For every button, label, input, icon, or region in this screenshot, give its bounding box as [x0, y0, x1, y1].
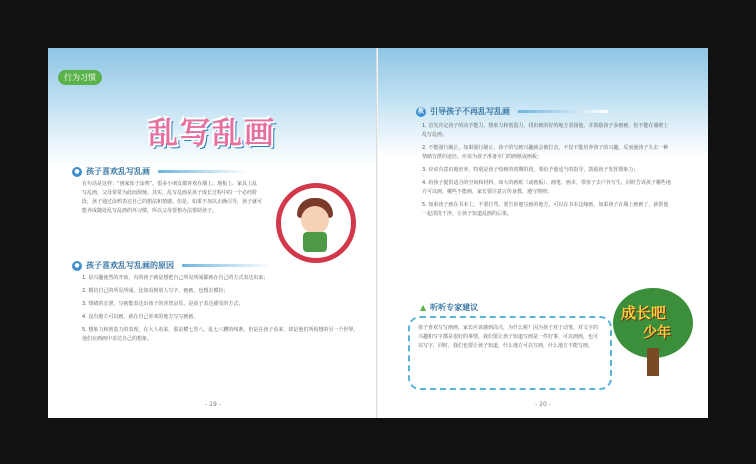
list-item: 1. 首先肯定孩子的动手能力、想象力和创造力，找出画的好的地方表扬他，并鼓励孩子多画画，但不能在墙壁上乱写乱画； [422, 123, 669, 138]
logo-text-line: 少年 [643, 325, 671, 341]
lightbulb-icon: ▲ [420, 303, 427, 312]
growth-tree-logo [613, 288, 693, 378]
reasons-list [82, 274, 362, 348]
left-page [48, 48, 378, 418]
list-item: 5. 想象力和创造力的表现，在大人看来，那是横七竖八、乱七八糟的线条，但是在孩子看来，却是他们所构想的另一个世界，他们在画画中表达自己的想象。 [82, 327, 359, 342]
list-item: 4. 没有地方可以画，就在自己喜欢的地方写写画画。 [82, 314, 199, 320]
section-heading-text: 孩子喜欢乱写乱画的原因 [86, 261, 174, 270]
section-heading-text: 孩子喜欢乱写乱画 [86, 167, 150, 176]
page-number: - 19 - [205, 401, 221, 408]
list-item: 3. 应该有意识地培养，特别是孩子绘画的初期阶段，要给予他适当的指导，鼓励孩子发挥想象力； [422, 167, 639, 173]
advice-heading [420, 302, 478, 313]
list-item: 2. 模仿自己的所见所闻，比如看到别人写字、画画，也想去模仿； [82, 288, 229, 294]
heading-bar [158, 170, 248, 173]
bullet-icon: ● [72, 261, 82, 271]
list-item: 3. 情绪的宣泄，写画能表达出孩子的喜怒哀乐，是孩子表达感受的方式； [82, 301, 244, 307]
list-item: 1. 是兴趣使然的开始，有的孩子就是想把自己所见所闻都画在自己的方式表达出来； [82, 275, 269, 281]
section-heading [72, 166, 248, 177]
section-heading-text: 引导孩子不再乱写乱画 [430, 107, 510, 116]
page-title: 乱写乱画 [148, 116, 276, 151]
advice-box [408, 316, 612, 390]
body-shape [303, 232, 327, 252]
category-tag: 行为习惯 [58, 70, 102, 85]
heading-bar [182, 264, 272, 267]
list-item: 4. 给孩子提供适合的空间和材料，如大的画纸（或画板）、画笔，画本，带孩子去户外写生，同时告诉孩子哪些地方可以画，哪些不能画，家长要注意言传身教，遵守规则； [422, 180, 671, 195]
list-item: 2. 不能强行制止，如果强行制止，孩子的写画兴趣就会被打击，不仅不能培养孩子的兴趣，反而使孩子失去一种情绪宣泄的途径。应该为孩子准备专门的画纸或画板； [422, 145, 669, 160]
face-shape [301, 206, 329, 234]
right-page [378, 48, 708, 418]
advice-body: 孩子喜欢写写画画，家长应该感到高兴，为什么呢？因为孩子对于动笔、对文字的兴趣和写字都是很好的事情，我们要让孩子知道写画是一件好事，可以画画，也可以写字，同时，我们也要让孩子知道，什么地方可以写画，什么地方不能写画。 [418, 325, 599, 349]
list-item: 5. 如果孩子画在书本上，不要打骂，要告诉他写画的地方，可以在书本边缘画，如果孩子在墙上画画了，就帮他一起清洗干净，让孩子知道乱画的后果。 [422, 202, 669, 217]
advice-heading-text: 听听专家建议 [430, 303, 479, 312]
logo-text-line: 成长吧 [621, 304, 667, 322]
heading-bar [518, 110, 608, 113]
page-number: - 20 - [535, 401, 551, 408]
section-heading [72, 260, 272, 271]
badge-icon: 教 [417, 107, 424, 115]
section-heading [416, 106, 608, 117]
girl-illustration [276, 183, 356, 263]
bullet-icon: ● [72, 167, 82, 177]
guidance-list [422, 122, 672, 223]
tree-trunk [647, 348, 659, 376]
section-body [82, 180, 262, 220]
paragraph: 有句话是这样：“画家始于涂鸦”。很多小朋友都喜欢在墙上、地板上、家具上乱写乱画，父母常常为此而烦恼。其实，乱写乱画是孩子成长过程中的一个必经阶段，孩子通过涂鸦表达自己的想法和情感。但是，如果不加以正确引导，孩子就可能养成随处乱写乱画的坏习惯，所以父母要想办法帮助孩子。 [82, 181, 263, 214]
